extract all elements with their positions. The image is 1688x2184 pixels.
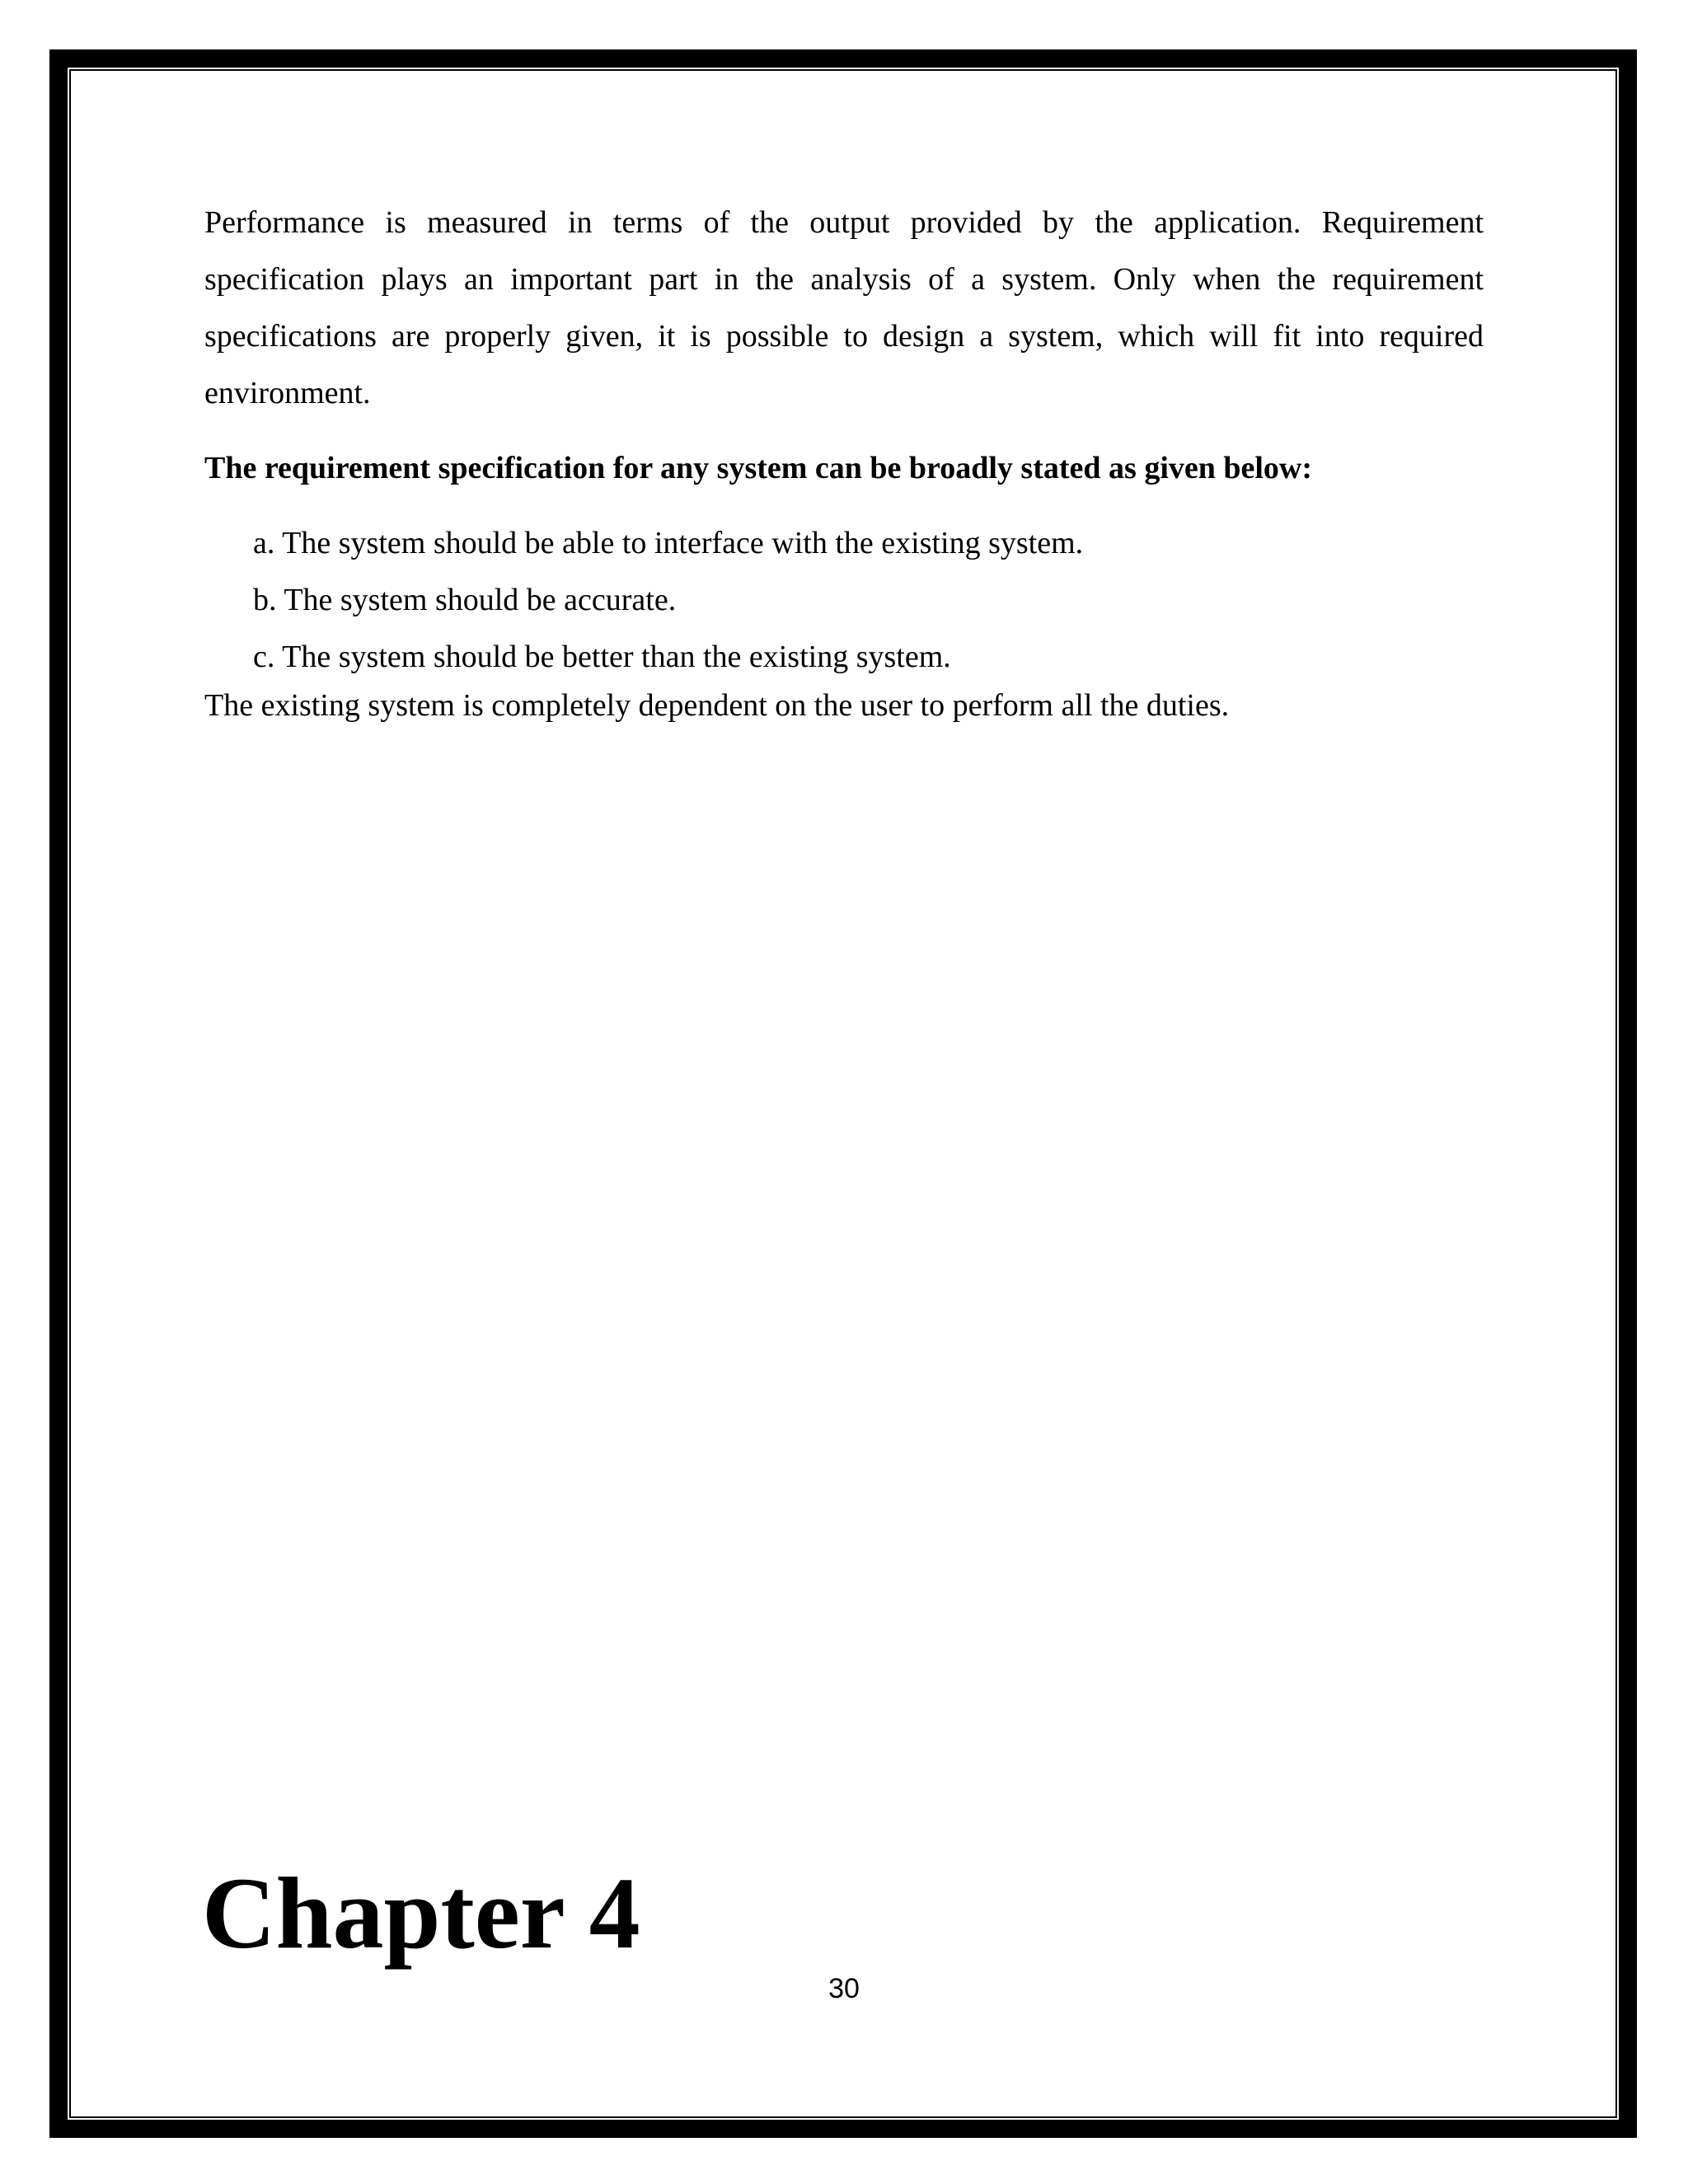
page-number: 30: [828, 1973, 860, 2004]
list-item: c. The system should be better than the existing system.: [253, 640, 951, 674]
chapter-title: Chapter 4: [202, 1857, 640, 1970]
page-content: [204, 194, 1484, 725]
list-item: b. The system should be accurate.: [253, 583, 677, 617]
requirements-heading: The requirement specification for any system can be broadly stated as given below:: [204, 451, 1313, 485]
list-item: a. The system should be able to interface with the existing system.: [253, 526, 1084, 560]
requirements-list: [204, 515, 1484, 686]
closing-paragraph: The existing system is completely dependent on the user to perform all the duties.: [204, 688, 1230, 723]
intro-paragraph: Performance is measured in terms of the output provided by the application. Requirement specification plays an important part in the analysis of a system. Only when the requirement specifications are properly given, it is possible to design a system, which will fit into required environment.: [204, 205, 1484, 410]
